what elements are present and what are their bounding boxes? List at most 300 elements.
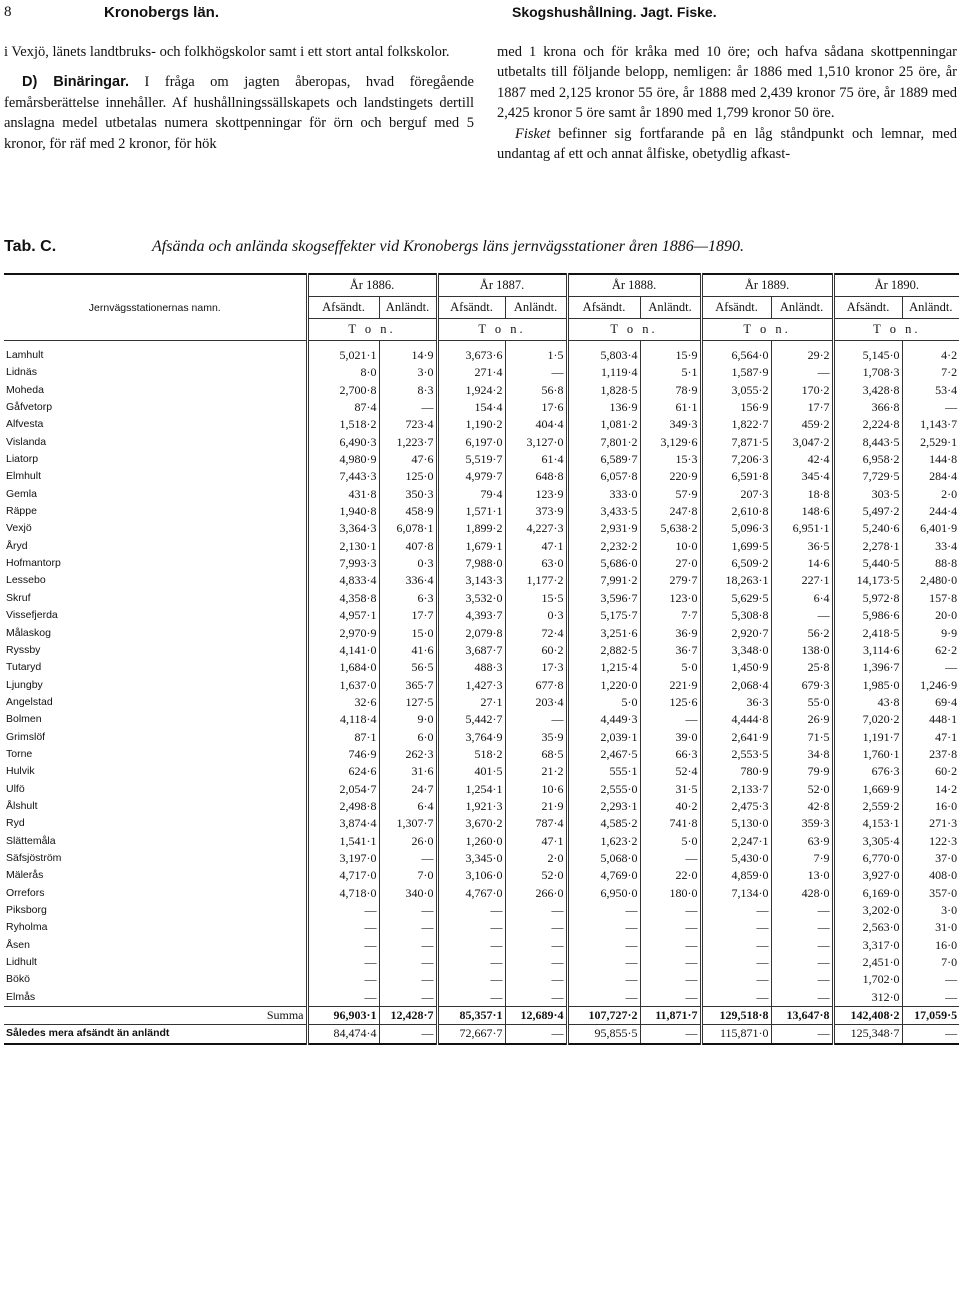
sent-value: 8,443·5	[833, 434, 902, 451]
sent-value: 3,673·6	[437, 341, 505, 365]
arrived-value: 2,480·0	[902, 572, 959, 589]
sent-value: 2,467·5	[567, 746, 640, 763]
arrived-value: 227·1	[771, 572, 833, 589]
sent-value: 2,700·8	[307, 382, 379, 399]
arrived-value: 6·3	[379, 590, 437, 607]
arrived-value: 5·0	[640, 833, 701, 850]
station-name-header: Jernvägsstationernas namn.	[4, 274, 307, 341]
sent-value: 87·1	[307, 729, 379, 746]
sent-value: —	[307, 919, 379, 936]
sent-value: 79·4	[437, 486, 505, 503]
arrived-value: 60·2	[505, 642, 567, 659]
sent-value: 3,874·4	[307, 815, 379, 832]
sent-value: 5,430·0	[701, 850, 771, 867]
arrived-value: 221·9	[640, 677, 701, 694]
unit-header: T o n.	[567, 319, 701, 341]
sent-value: 1,571·1	[437, 503, 505, 520]
arrived-value: 27·0	[640, 555, 701, 572]
sent-value: —	[307, 971, 379, 988]
arrived-value: 5·0	[640, 659, 701, 676]
sent-value: 333·0	[567, 486, 640, 503]
arrived-value: —	[771, 937, 833, 954]
balance-cell: —	[505, 1025, 567, 1044]
balance-cell: —	[379, 1025, 437, 1044]
arrived-value: 127·5	[379, 694, 437, 711]
arrived-value: —	[902, 971, 959, 988]
arrived-header: Anländt.	[640, 297, 701, 319]
sent-value: 2,555·0	[567, 781, 640, 798]
arrived-value: 266·0	[505, 885, 567, 902]
sent-value: 5,972·8	[833, 590, 902, 607]
arrived-value: 36·7	[640, 642, 701, 659]
sent-value: 676·3	[833, 763, 902, 780]
sent-value: 136·9	[567, 399, 640, 416]
station-name: Lamhult	[4, 341, 307, 365]
station-name: Mälerås	[4, 867, 307, 884]
station-name: Bökö	[4, 971, 307, 988]
table-row	[4, 763, 959, 780]
arrived-value: 14·9	[379, 341, 437, 365]
station-name: Skruf	[4, 590, 307, 607]
station-table	[4, 273, 959, 1045]
station-name: Piksborg	[4, 902, 307, 919]
table-row	[4, 729, 959, 746]
unit-header: T o n.	[833, 319, 959, 341]
sent-header: Afsändt.	[701, 297, 771, 319]
sent-value: 431·8	[307, 486, 379, 503]
arrived-value: 1,307·7	[379, 815, 437, 832]
year-header: År 1886.	[307, 274, 437, 297]
arrived-value: 148·6	[771, 503, 833, 520]
table-row	[4, 746, 959, 763]
balance-row	[4, 1025, 959, 1044]
arrived-value: 741·8	[640, 815, 701, 832]
station-name: Vislanda	[4, 434, 307, 451]
arrived-value: 17·7	[379, 607, 437, 624]
station-name: Torne	[4, 746, 307, 763]
arrived-value: 61·1	[640, 399, 701, 416]
sent-value: 2,970·9	[307, 625, 379, 642]
sent-value: 4,393·7	[437, 607, 505, 624]
arrived-value: 237·8	[902, 746, 959, 763]
sent-value: 2,553·5	[701, 746, 771, 763]
sent-value: —	[701, 954, 771, 971]
arrived-value: —	[640, 971, 701, 988]
sum-cell: 96,903·1	[307, 1007, 379, 1025]
sent-value: 1,518·2	[307, 416, 379, 433]
station-name: Ålshult	[4, 798, 307, 815]
sent-value: 312·0	[833, 989, 902, 1007]
arrived-value: 17·7	[771, 399, 833, 416]
sent-value: 2,232·2	[567, 538, 640, 555]
sent-value: 3,106·0	[437, 867, 505, 884]
sent-value: 1,828·5	[567, 382, 640, 399]
station-name: Räppe	[4, 503, 307, 520]
sent-value: 6,591·8	[701, 468, 771, 485]
sent-value: 1,450·9	[701, 659, 771, 676]
table-row	[4, 850, 959, 867]
sent-value: 3,197·0	[307, 850, 379, 867]
sent-value: 5,130·0	[701, 815, 771, 832]
sent-value: 3,687·7	[437, 642, 505, 659]
sent-value: —	[567, 971, 640, 988]
sent-value: 4,444·8	[701, 711, 771, 728]
balance-cell: 125,348·7	[833, 1025, 902, 1044]
arrived-value: 0·3	[379, 555, 437, 572]
arrived-value: 18·8	[771, 486, 833, 503]
arrived-value: 15·5	[505, 590, 567, 607]
sent-value: 2,563·0	[833, 919, 902, 936]
sent-value: 2,451·0	[833, 954, 902, 971]
arrived-value: —	[379, 937, 437, 954]
sent-value: 2,079·8	[437, 625, 505, 642]
sent-value: 32·6	[307, 694, 379, 711]
binaringar-label: D) Binäringar.	[22, 74, 129, 91]
arrived-value: 1,177·2	[505, 572, 567, 589]
arrived-value: 36·5	[771, 538, 833, 555]
arrived-value: 2,529·1	[902, 434, 959, 451]
arrived-value: 4·2	[902, 341, 959, 365]
year-header: År 1889.	[701, 274, 833, 297]
arrived-value: 42·8	[771, 798, 833, 815]
sent-value: 1,637·0	[307, 677, 379, 694]
arrived-value: 35·9	[505, 729, 567, 746]
arrived-value: 7·0	[902, 954, 959, 971]
station-name: Orrefors	[4, 885, 307, 902]
sent-header: Afsändt.	[307, 297, 379, 319]
table-row	[4, 902, 959, 919]
sent-value: 5,096·3	[701, 520, 771, 537]
year-header: År 1890.	[833, 274, 959, 297]
arrived-value: 6·0	[379, 729, 437, 746]
sent-value: 1,541·1	[307, 833, 379, 850]
arrived-value: 63·9	[771, 833, 833, 850]
table-row	[4, 694, 959, 711]
arrived-value: —	[640, 902, 701, 919]
station-name: Elmhult	[4, 468, 307, 485]
arrived-value: —	[640, 937, 701, 954]
sent-value: 3,433·5	[567, 503, 640, 520]
arrived-value: —	[379, 971, 437, 988]
balance-label: Således mera afsändt än anländt	[4, 1025, 307, 1044]
sent-value: 4,769·0	[567, 867, 640, 884]
arrived-value: 247·8	[640, 503, 701, 520]
section-heading: Skogshushållning. Jagt. Fiske.	[512, 4, 717, 20]
arrived-value: 20·0	[902, 607, 959, 624]
arrived-value: 357·0	[902, 885, 959, 902]
station-name: Tutaryd	[4, 659, 307, 676]
arrived-value: —	[505, 954, 567, 971]
sent-value: 1,699·5	[701, 538, 771, 555]
arrived-value: —	[379, 954, 437, 971]
arrived-value: 14·6	[771, 555, 833, 572]
arrived-value: 63·0	[505, 555, 567, 572]
unit-header: T o n.	[437, 319, 567, 341]
sent-value: 1,822·7	[701, 416, 771, 433]
station-name: Hofmantorp	[4, 555, 307, 572]
arrived-value: 203·4	[505, 694, 567, 711]
sent-value: 2,133·7	[701, 781, 771, 798]
sum-cell: 11,871·7	[640, 1007, 701, 1025]
arrived-value: 66·3	[640, 746, 701, 763]
arrived-value: 13·0	[771, 867, 833, 884]
sent-value: 3,317·0	[833, 937, 902, 954]
sent-value: —	[567, 954, 640, 971]
sent-value: 3,596·7	[567, 590, 640, 607]
arrived-value: 723·4	[379, 416, 437, 433]
arrived-value: —	[379, 399, 437, 416]
sent-value: 303·5	[833, 486, 902, 503]
left-text-column	[4, 42, 474, 154]
table-row	[4, 677, 959, 694]
arrived-value: 336·4	[379, 572, 437, 589]
arrived-value: 220·9	[640, 468, 701, 485]
arrived-value: 122·3	[902, 833, 959, 850]
sent-value: —	[567, 902, 640, 919]
sent-value: 5,021·1	[307, 341, 379, 365]
sent-value: 1,702·0	[833, 971, 902, 988]
sent-value: —	[437, 954, 505, 971]
sent-value: 4,118·4	[307, 711, 379, 728]
sent-value: 271·4	[437, 364, 505, 381]
arrived-value: 16·0	[902, 798, 959, 815]
arrived-value: 10·6	[505, 781, 567, 798]
arrived-value: 53·4	[902, 382, 959, 399]
table-row	[4, 815, 959, 832]
arrived-value: 359·3	[771, 815, 833, 832]
sent-value: —	[437, 989, 505, 1007]
arrived-value: 47·1	[505, 538, 567, 555]
arrived-value: 22·0	[640, 867, 701, 884]
page-number: 8	[4, 4, 12, 20]
arrived-value: 459·2	[771, 416, 833, 433]
running-header	[0, 4, 960, 26]
table-caption	[4, 238, 954, 256]
sum-cell: 12,428·7	[379, 1007, 437, 1025]
table-row	[4, 451, 959, 468]
station-name: Ljungby	[4, 677, 307, 694]
station-name: Åsen	[4, 937, 307, 954]
arrived-value: 350·3	[379, 486, 437, 503]
arrived-value: 404·4	[505, 416, 567, 433]
table-row	[4, 382, 959, 399]
sent-value: 5,497·2	[833, 503, 902, 520]
sent-value: —	[437, 919, 505, 936]
arrived-header: Anländt.	[505, 297, 567, 319]
table-row	[4, 919, 959, 936]
sent-value: 87·4	[307, 399, 379, 416]
sent-value: 1,899·2	[437, 520, 505, 537]
sent-value: 4,153·1	[833, 815, 902, 832]
sent-value: 5,803·4	[567, 341, 640, 365]
station-name: Åryd	[4, 538, 307, 555]
sent-value: —	[701, 989, 771, 1007]
sent-value: 1,190·2	[437, 416, 505, 433]
arrived-value: 78·9	[640, 382, 701, 399]
sent-value: 3,348·0	[701, 642, 771, 659]
sent-value: 7,871·5	[701, 434, 771, 451]
table-row	[4, 971, 959, 988]
station-name: Gemla	[4, 486, 307, 503]
sent-value: 1,254·1	[437, 781, 505, 798]
table-row	[4, 867, 959, 884]
sent-value: 1,427·3	[437, 677, 505, 694]
arrived-value: 16·0	[902, 937, 959, 954]
sent-value: 6,564·0	[701, 341, 771, 365]
arrived-value: 2·0	[902, 486, 959, 503]
arrived-value: 17·3	[505, 659, 567, 676]
arrived-value: 7·9	[771, 850, 833, 867]
sent-value: 36·3	[701, 694, 771, 711]
sum-cell: 129,518·8	[701, 1007, 771, 1025]
arrived-value: —	[505, 711, 567, 728]
sent-value: 1,260·0	[437, 833, 505, 850]
sum-cell: 17,059·5	[902, 1007, 959, 1025]
sent-value: 488·3	[437, 659, 505, 676]
unit-header: T o n.	[307, 319, 437, 341]
table-row	[4, 520, 959, 537]
sent-value: 7,993·3	[307, 555, 379, 572]
arrived-value: 123·0	[640, 590, 701, 607]
sent-value: 1,081·2	[567, 416, 640, 433]
arrived-value: 6·4	[379, 798, 437, 815]
station-name: Målaskog	[4, 625, 307, 642]
unit-header: T o n.	[701, 319, 833, 341]
sent-value: 1,669·9	[833, 781, 902, 798]
arrived-value: 56·2	[771, 625, 833, 642]
sent-value: 3,251·6	[567, 625, 640, 642]
arrived-value: 3,047·2	[771, 434, 833, 451]
arrived-value: 52·0	[771, 781, 833, 798]
sent-value: 4,859·0	[701, 867, 771, 884]
sent-value: —	[307, 954, 379, 971]
arrived-value: 7·2	[902, 364, 959, 381]
sent-value: 1,587·9	[701, 364, 771, 381]
arrived-value: —	[640, 919, 701, 936]
arrived-value: 284·4	[902, 468, 959, 485]
arrived-value: 345·4	[771, 468, 833, 485]
arrived-value: 52·0	[505, 867, 567, 884]
station-name: Ryholma	[4, 919, 307, 936]
arrived-value: 407·8	[379, 538, 437, 555]
arrived-value: 428·0	[771, 885, 833, 902]
station-name: Ryd	[4, 815, 307, 832]
sent-value: 3,345·0	[437, 850, 505, 867]
table-row	[4, 659, 959, 676]
sent-value: 2,054·7	[307, 781, 379, 798]
sent-value: 2,224·8	[833, 416, 902, 433]
arrived-value: 21·9	[505, 798, 567, 815]
sum-cell: 85,357·1	[437, 1007, 505, 1025]
arrived-value: —	[505, 989, 567, 1007]
arrived-value: 448·1	[902, 711, 959, 728]
arrived-value: 244·4	[902, 503, 959, 520]
station-name: Lessebo	[4, 572, 307, 589]
sent-value: 5,240·6	[833, 520, 902, 537]
arrived-value: 262·3	[379, 746, 437, 763]
arrived-value: 271·3	[902, 815, 959, 832]
sent-value: 7,206·3	[701, 451, 771, 468]
sent-value: 5,686·0	[567, 555, 640, 572]
sent-value: —	[307, 989, 379, 1007]
arrived-value: —	[640, 711, 701, 728]
arrived-value: 33·4	[902, 538, 959, 555]
balance-cell: 72,667·7	[437, 1025, 505, 1044]
sent-value: 4,717·0	[307, 867, 379, 884]
sent-value: 2,293·1	[567, 798, 640, 815]
arrived-value: 0·3	[505, 607, 567, 624]
sent-value: 7,991·2	[567, 572, 640, 589]
left-paragraph-2-text: I fråga om jagten åberopas, hvad föregående femårsberättelse innehåller. Af hushållningssällskapets och landstingets dertill anslagna medel utbetalas numera skottpenningar för örn och berguf med 5 kronor, för räf med 2 kronor, för hök	[4, 74, 474, 152]
sent-value: 1,940·8	[307, 503, 379, 520]
sent-value: 4,718·0	[307, 885, 379, 902]
sent-value: 3,428·8	[833, 382, 902, 399]
sent-value: 746·9	[307, 746, 379, 763]
sent-value: 5,175·7	[567, 607, 640, 624]
arrived-value: —	[640, 954, 701, 971]
sent-value: 3,305·4	[833, 833, 902, 850]
arrived-value: 39·0	[640, 729, 701, 746]
arrived-value: 47·1	[505, 833, 567, 850]
sent-value: 401·5	[437, 763, 505, 780]
sent-header: Afsändt.	[437, 297, 505, 319]
sent-value: 1,679·1	[437, 538, 505, 555]
station-name: Ryssby	[4, 642, 307, 659]
arrived-value: —	[771, 919, 833, 936]
arrived-value: 408·0	[902, 867, 959, 884]
sent-value: 2,641·9	[701, 729, 771, 746]
station-name: Vissefjerda	[4, 607, 307, 624]
sent-value: 4,141·0	[307, 642, 379, 659]
arrived-value: 170·2	[771, 382, 833, 399]
table-row	[4, 364, 959, 381]
sent-value: 1,924·2	[437, 382, 505, 399]
arrived-value: —	[505, 937, 567, 954]
arrived-value: —	[379, 902, 437, 919]
arrived-value: 10·0	[640, 538, 701, 555]
arrived-value: 3·0	[379, 364, 437, 381]
balance-cell: 84,474·4	[307, 1025, 379, 1044]
sent-value: 6,169·0	[833, 885, 902, 902]
arrived-value: 8·3	[379, 382, 437, 399]
arrived-value: 17·6	[505, 399, 567, 416]
table-row	[4, 711, 959, 728]
sent-value: 2,278·1	[833, 538, 902, 555]
arrived-value: 42·4	[771, 451, 833, 468]
sent-value: 3,670·2	[437, 815, 505, 832]
arrived-value: 5·1	[640, 364, 701, 381]
arrived-value: 47·1	[902, 729, 959, 746]
arrived-value: 41·6	[379, 642, 437, 659]
arrived-value: 47·6	[379, 451, 437, 468]
arrived-value: —	[771, 607, 833, 624]
sent-value: 5,986·6	[833, 607, 902, 624]
arrived-value: 9·9	[902, 625, 959, 642]
arrived-value: 5,638·2	[640, 520, 701, 537]
table-row	[4, 833, 959, 850]
sent-value: 4,358·8	[307, 590, 379, 607]
right-text-column	[497, 42, 957, 164]
sent-value: 7,134·0	[701, 885, 771, 902]
sent-value: —	[567, 937, 640, 954]
arrived-value: —	[505, 364, 567, 381]
arrived-value: 79·9	[771, 763, 833, 780]
arrived-value: 2·0	[505, 850, 567, 867]
arrived-value: 365·7	[379, 677, 437, 694]
sent-value: 3,364·3	[307, 520, 379, 537]
arrived-value: 1,246·9	[902, 677, 959, 694]
table-row	[4, 503, 959, 520]
